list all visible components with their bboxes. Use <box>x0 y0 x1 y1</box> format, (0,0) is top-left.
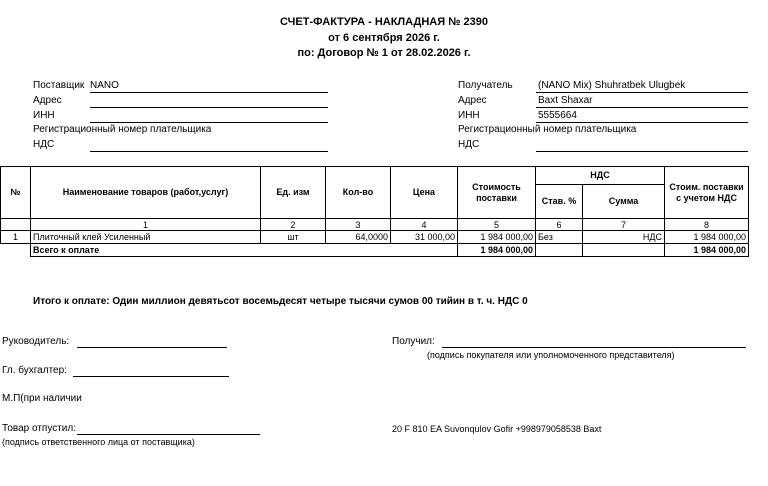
recipient-name-line <box>536 92 748 93</box>
recipient-address-label: Адрес <box>458 95 487 106</box>
colnum-cell: 2 <box>261 219 326 231</box>
director-label: Руководитель: <box>2 336 70 347</box>
row-price: 31 000,00 <box>391 231 458 244</box>
supplier-reg-label: Регистрационный номер плательщика <box>33 124 212 135</box>
supplier-nds-label: НДС <box>33 139 55 150</box>
total-sum: 1 984 000,00 <box>665 244 749 257</box>
recipient-address: Baxt Shaxar <box>538 95 593 106</box>
recipient-inn-line <box>536 122 748 123</box>
received-sign-line <box>442 347 746 348</box>
document-contract: по: Договор № 1 от 28.02.2026 г. <box>297 47 471 59</box>
supplier-address-label: Адрес <box>33 95 62 106</box>
recipient-nds-line <box>536 151 748 152</box>
header-qty: Кол-во <box>326 167 391 219</box>
header-name: Наименование товаров (работ,услуг) <box>31 167 261 219</box>
row-unit: шт <box>261 231 326 244</box>
header-cost: Стоимость поставки <box>458 167 536 219</box>
row-num: 1 <box>1 231 31 244</box>
recipient-name: (NANO Mix) Shuhratbek Ulugbek <box>538 80 686 91</box>
recipient-label: Получатель <box>458 80 513 91</box>
colnum-cell: 4 <box>391 219 458 231</box>
accountant-sign-line <box>73 376 229 377</box>
colnum-cell <box>1 219 31 231</box>
colnum-cell: 1 <box>31 219 261 231</box>
supplier-name-line <box>90 92 328 93</box>
header-vat-rate: Став. % <box>536 185 583 219</box>
released-note: (подпись ответственного лица от поставщика) <box>2 437 195 447</box>
table-total-row <box>1 244 749 257</box>
director-sign-line <box>77 347 227 348</box>
table-row <box>1 231 749 244</box>
released-label: Товар отпустил: <box>2 423 76 434</box>
recipient-inn: 5555664 <box>538 110 577 121</box>
row-vat-sum: НДС <box>583 231 665 244</box>
recipient-inn-label: ИНН <box>458 110 480 121</box>
colnum-cell: 5 <box>458 219 536 231</box>
header-price: Цена <box>391 167 458 219</box>
row-cost: 1 984 000,00 <box>458 231 536 244</box>
total-cost: 1 984 000,00 <box>458 244 536 257</box>
supplier-inn-line <box>90 122 328 123</box>
total-label: Всего к оплате <box>31 244 458 257</box>
header-vat: НДС <box>536 167 665 185</box>
row-total: 1 984 000,00 <box>665 231 749 244</box>
released-sign-line <box>77 434 260 435</box>
amount-in-words: Итого к оплате: Один миллион девятьсот восемьдесят четыре тысячи сумов 00 тийин в т. ч. НДС 0 <box>33 296 528 307</box>
table-header-row <box>1 167 749 185</box>
recipient-reg-label: Регистрационный номер плательщика <box>458 124 637 135</box>
colnum-cell: 3 <box>326 219 391 231</box>
header-total: Стоим. поставки с учетом НДС <box>665 167 749 219</box>
header-num: № <box>1 167 31 219</box>
row-name: Плиточный клей Усиленный <box>31 231 261 244</box>
received-label: Получил: <box>392 336 435 347</box>
row-vat-rate: Без <box>536 231 583 244</box>
invoice-table <box>0 166 749 257</box>
footer-info: 20 F 810 EA Suvonqulov Gofir +998979058538 Baxt <box>392 424 602 434</box>
supplier-name: NANO <box>90 80 119 91</box>
stamp-label: М.П(при наличии <box>2 393 82 404</box>
colnum-cell: 8 <box>665 219 749 231</box>
supplier-address-line <box>90 107 328 108</box>
supplier-inn-label: ИНН <box>33 110 55 121</box>
supplier-nds-line <box>90 151 328 152</box>
row-qty: 64,0000 <box>326 231 391 244</box>
header-unit: Ед. изм <box>261 167 326 219</box>
total-vat-rate <box>536 244 583 257</box>
recipient-address-line <box>536 107 748 108</box>
column-numbers-row <box>1 219 749 231</box>
header-vat-sum: Сумма <box>583 185 665 219</box>
received-note: (подпись покупателя или уполномоченного представителя) <box>427 350 675 360</box>
total-vat-sum <box>583 244 665 257</box>
supplier-label: Поставщик <box>33 80 85 91</box>
document-date: от 6 сентября 2026 г. <box>328 32 440 44</box>
colnum-cell: 6 <box>536 219 583 231</box>
recipient-nds-label: НДС <box>458 139 480 150</box>
colnum-cell: 7 <box>583 219 665 231</box>
document-title: СЧЕТ-ФАКТУРА - НАКЛАДНАЯ № 2390 <box>280 16 488 28</box>
total-empty-cell <box>1 244 31 257</box>
accountant-label: Гл. бухгалтер: <box>2 365 67 376</box>
